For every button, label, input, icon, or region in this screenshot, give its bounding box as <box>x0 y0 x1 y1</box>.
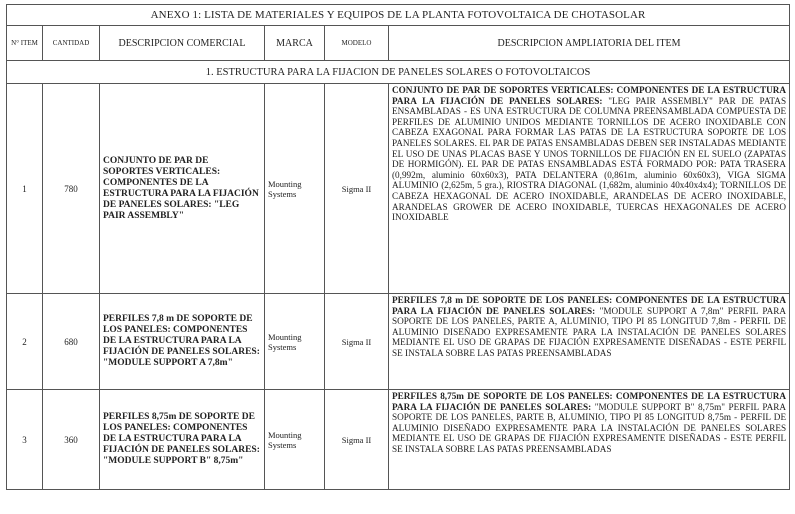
item-extended-description <box>389 294 790 390</box>
item-extended-description <box>389 390 790 490</box>
table-row <box>7 294 790 390</box>
item-commercial-description: PERFILES 8,75m DE SOPORTE DE LOS PANELES: COMPONENTES DE LA ESTRUCTURA PARA LA FIJACIÓN DE PANELES SOLARES: "MODULE SUPPORT B" 8,75m" <box>100 390 265 490</box>
document-title: ANEXO 1: LISTA DE MATERIALES Y EQUIPOS DE LA PLANTA FOTOVOLTAICA DE CHOTASOLAR <box>7 5 790 26</box>
header-marca: MARCA <box>265 26 325 61</box>
item-number: 2 <box>7 294 43 390</box>
extended-description-heading: PERFILES 8,75m DE SOPORTE DE LOS PANELES: COMPONENTES DE LA ESTRUCTURA PARA LA FIJACIÓN DE PANELES SOLARES: <box>392 391 787 412</box>
extended-description-text: "LEG PAIR ASSEMBLY" PAR DE PATAS ENSAMBLADAS - ES UNA ESTRUCTURA DE COLUMNA PREENSAMBLADA COMPUESTA DE PERFILES DE ALUMINIO UNIDOS MEDIANTE TORNILLOS DE ACERO INOXIDABLE CON CABEZA EXAGONAL PARA FORMAR LAS PATAS DE LA ESTRUCTURA SOPORTE DE LOS PANELES SOLARES. EL PAR DE PATAS ENSAMBLADAS DEBEN SER INSTALADAS MEDIANTE EL USO DE UNAS PLACAS BASE Y UNOS TORNILLOS DE FIJACIÓN EN EL SUELO (ZAPATAS DE HORMIGÓN). EL PAR DE PATAS ENSAMBLADAS ESTÁ FORMADO POR: PATA TRASERA (0,992m, aluminio 60x60x3), PATA DELANTERA (0,861m, aluminio 60x60x3), VIGA SIGMA ALUMINIO (2,625m, 5 gra.), RIOSTRA DIAGONAL (1,682m, aluminio 40x40x4x4); TORNILLOS DE CABEZA HEXAGONAL DE ACERO INOXIDABLE, ARANDELAS DE ACERO INOXIDABLE, ARANDELAS GROWER DE ACERO INOXIDABLE, TUERCAS HEXAGONALES DE ACERO INOXIDABLE <box>392 95 787 223</box>
table-row <box>7 84 790 294</box>
item-brand: Mounting Systems <box>265 390 325 490</box>
item-quantity: 780 <box>43 84 100 294</box>
item-number: 1 <box>7 84 43 294</box>
header-modelo: MODELO <box>325 26 389 61</box>
item-extended-description <box>389 84 790 294</box>
item-quantity: 680 <box>43 294 100 390</box>
extended-description-heading: PERFILES 7,8 m DE SOPORTE DE LOS PANELES: COMPONENTES DE LA ESTRUCTURA PARA LA FIJACIÓN DE PANELES SOLARES: <box>392 295 787 316</box>
table-row <box>7 390 790 490</box>
item-brand: Mounting Systems <box>265 84 325 294</box>
header-item: N° ITEM <box>7 26 43 61</box>
item-model: Sigma II <box>325 294 389 390</box>
item-quantity: 360 <box>43 390 100 490</box>
item-brand: Mounting Systems <box>265 294 325 390</box>
materials-table <box>6 4 790 490</box>
item-commercial-description: CONJUNTO DE PAR DE SOPORTES VERTICALES: COMPONENTES DE LA ESTRUCTURA PARA LA FIJACIÓN DE PANELES SOLARES: "LEG PAIR ASSEMBLY" <box>100 84 265 294</box>
section-title: 1. ESTRUCTURA PARA LA FIJACION DE PANELES SOLARES O FOTOVOLTAICOS <box>7 61 790 84</box>
extended-description-text: "MODULE SUPPORT A 7,8m" PERFIL PARA SOPORTE DE LOS PANELES, PARTE A, ALUMINIO, TIPO PI 85 LONGITUD 7,8m - PERFIL DE ALUMINIO DISEÑADO EXPRESAMENTE PARA LA INSTALACIÓN DE PANELES SOLARES MEDIANTE EL USO DE GRAPAS DE FIJACIÓN EXPRESAMENTE DISEÑADAS - ESTE PERFIL SE INSTALA SOBRE LAS PATAS PREENSAMBLADAS <box>392 305 787 358</box>
header-row <box>7 26 790 61</box>
title-row <box>7 5 790 26</box>
section-row <box>7 61 790 84</box>
header-cantidad: CANTIDAD <box>43 26 100 61</box>
header-descripcion-comercial: DESCRIPCION COMERCIAL <box>100 26 265 61</box>
item-commercial-description: PERFILES 7,8 m DE SOPORTE DE LOS PANELES: COMPONENTES DE LA ESTRUCTURA PARA LA FIJACIÓN DE PANELES SOLARES: "MODULE SUPPORT A 7,8m" <box>100 294 265 390</box>
item-model: Sigma II <box>325 84 389 294</box>
header-descripcion-ampliatoria: DESCRIPCION AMPLIATORIA DEL ITEM <box>389 26 790 61</box>
materials-annex-sheet <box>6 4 789 510</box>
extended-description-text: "MODULE SUPPORT B" 8,75m" PERFIL PARA SOPORTE DE LOS PANELES, PARTE B, ALUMINIO, TIPO PI 85 LONGITUD 8,75m - PERFIL DE ALUMINIO DISEÑADO EXPRESAMENTE PARA LA INSTALACIÓN DE PANELES SOLARES MEDIANTE EL USO DE GRAPAS DE FIJACIÓN EXPRESAMENTE DISEÑADAS - ESTE PERFIL SE INSTALA SOBRE LAS PATAS PREENSAMBLADAS <box>392 401 787 454</box>
extended-description-heading: CONJUNTO DE PAR DE SOPORTES VERTICALES: COMPONENTES DE LA ESTRUCTURA PARA LA FIJACIÓN DE PANELES SOLARES: <box>392 85 787 106</box>
item-model: Sigma II <box>325 390 389 490</box>
item-number: 3 <box>7 390 43 490</box>
